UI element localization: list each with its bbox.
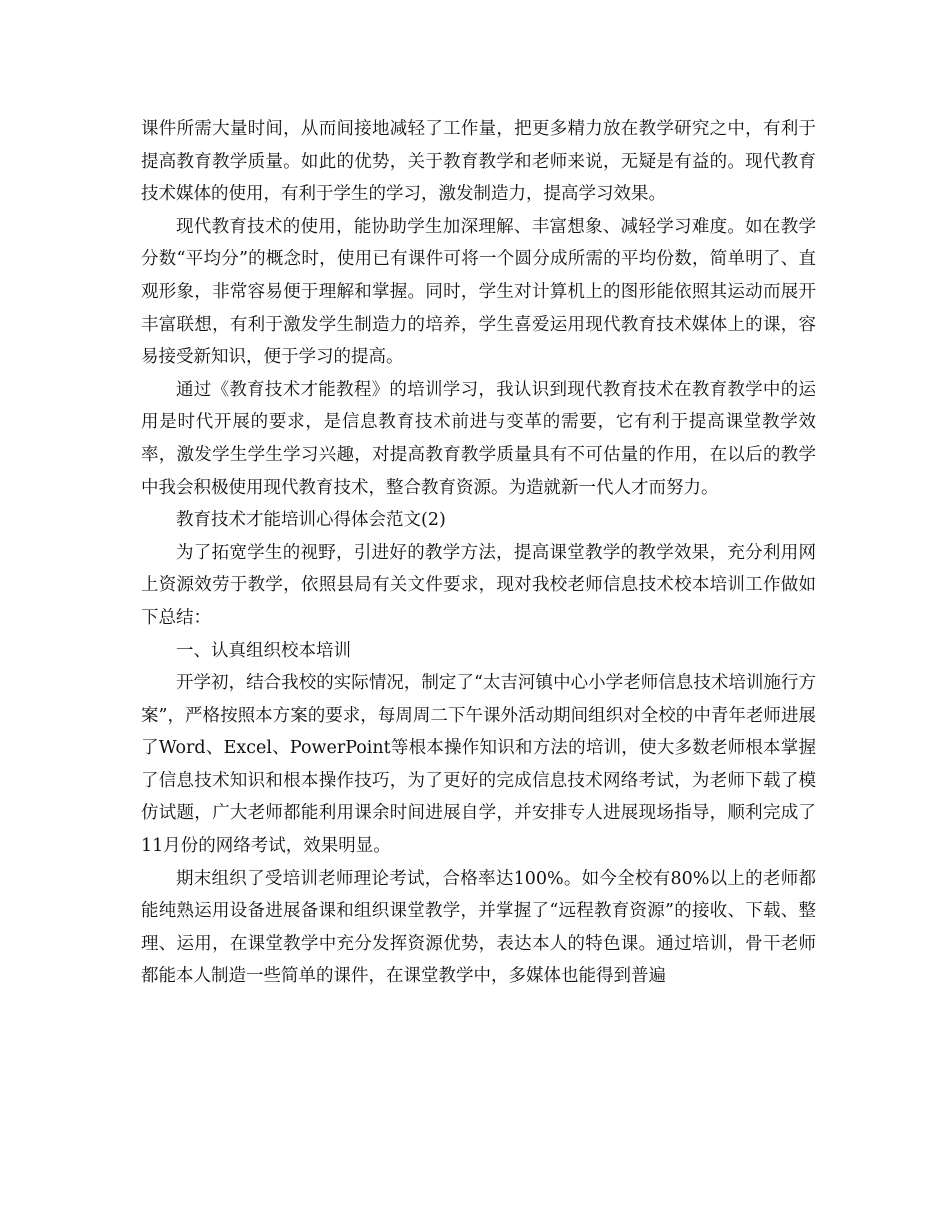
paragraph-5: 开学初，结合我校的实际情况，制定了“太吉河镇中心小学老师信息技术培训施行方案”，严格按照本方案的要求，每周周二下午课外活动期间组织对全校的中青年老师进展了Word、Excel、PowerPoint等根本操作知识和方法的培训，使大多数老师根本掌握了信息技术知识和根本操作技巧，为了更好的完成信息技术网络考试，为老师下载了模仿试题，广大老师都能利用课余时间进展自学，并安排专人进展现场指导，顺利完成了11月份的网络考试，效果明显。 [141,673,816,857]
paragraph-4: 为了拓宽学生的视野，引进好的教学方法，提高课堂教学的教学效果，充分利用网上资源效劳于教学，依照县局有关文件要求，现对我校老师信息技术校本培训工作做如下总结： [141,542,816,628]
section-title: 教育技术才能培训心得体会范文(2) [176,510,446,531]
document-page [141,113,816,993]
section-heading-1: 一、认真组织校本培训 [176,640,351,661]
paragraph-3: 通过《教育技术才能教程》的培训学习，我认识到现代教育技术在教育教学中的运用是时代开展的要求，是信息教育技术前进与变革的需要，它有利于提高课堂教学效率，激发学生学生学习兴趣，对提高教育教学质量具有不可估量的作用，在以后的教学中我会积极使用现代教育技术，整合教育资源。为造就新一代人才而努力。 [141,379,816,498]
paragraph-6: 期末组织了受培训老师理论考试，合格率达100%。如今全校有80%以上的老师都能纯熟运用设备进展备课和组织课堂教学，并掌握了“远程教育资源”的接收、下载、整理、运用，在课堂教学中充分发挥资源优势，表达本人的特色课。通过培训，骨干老师都能本人制造一些简单的课件，在课堂教学中，多媒体也能得到普遍 [141,868,816,987]
paragraph-1: 课件所需大量时间，从而间接地减轻了工作量，把更多精力放在教学研究之中，有利于提高教育教学质量。如此的优势，关于教育教学和老师来说，无疑是有益的。现代教育技术媒体的使用，有利于学生的学习，激发制造力，提高学习效果。 [141,119,816,205]
paragraph-2: 现代教育技术的使用，能协助学生加深理解、丰富想象、减轻学习难度。如在教学分数“平均分”的概念时，使用已有课件可将一个圆分成所需的平均份数，简单明了、直观形象，非常容易便于理解和掌握。同时，学生对计算机上的图形能依照其运动而展开丰富联想，有利于激发学生制造力的培养，学生喜爱运用现代教育技术媒体上的课，容易接受新知识，便于学习的提高。 [141,216,816,368]
